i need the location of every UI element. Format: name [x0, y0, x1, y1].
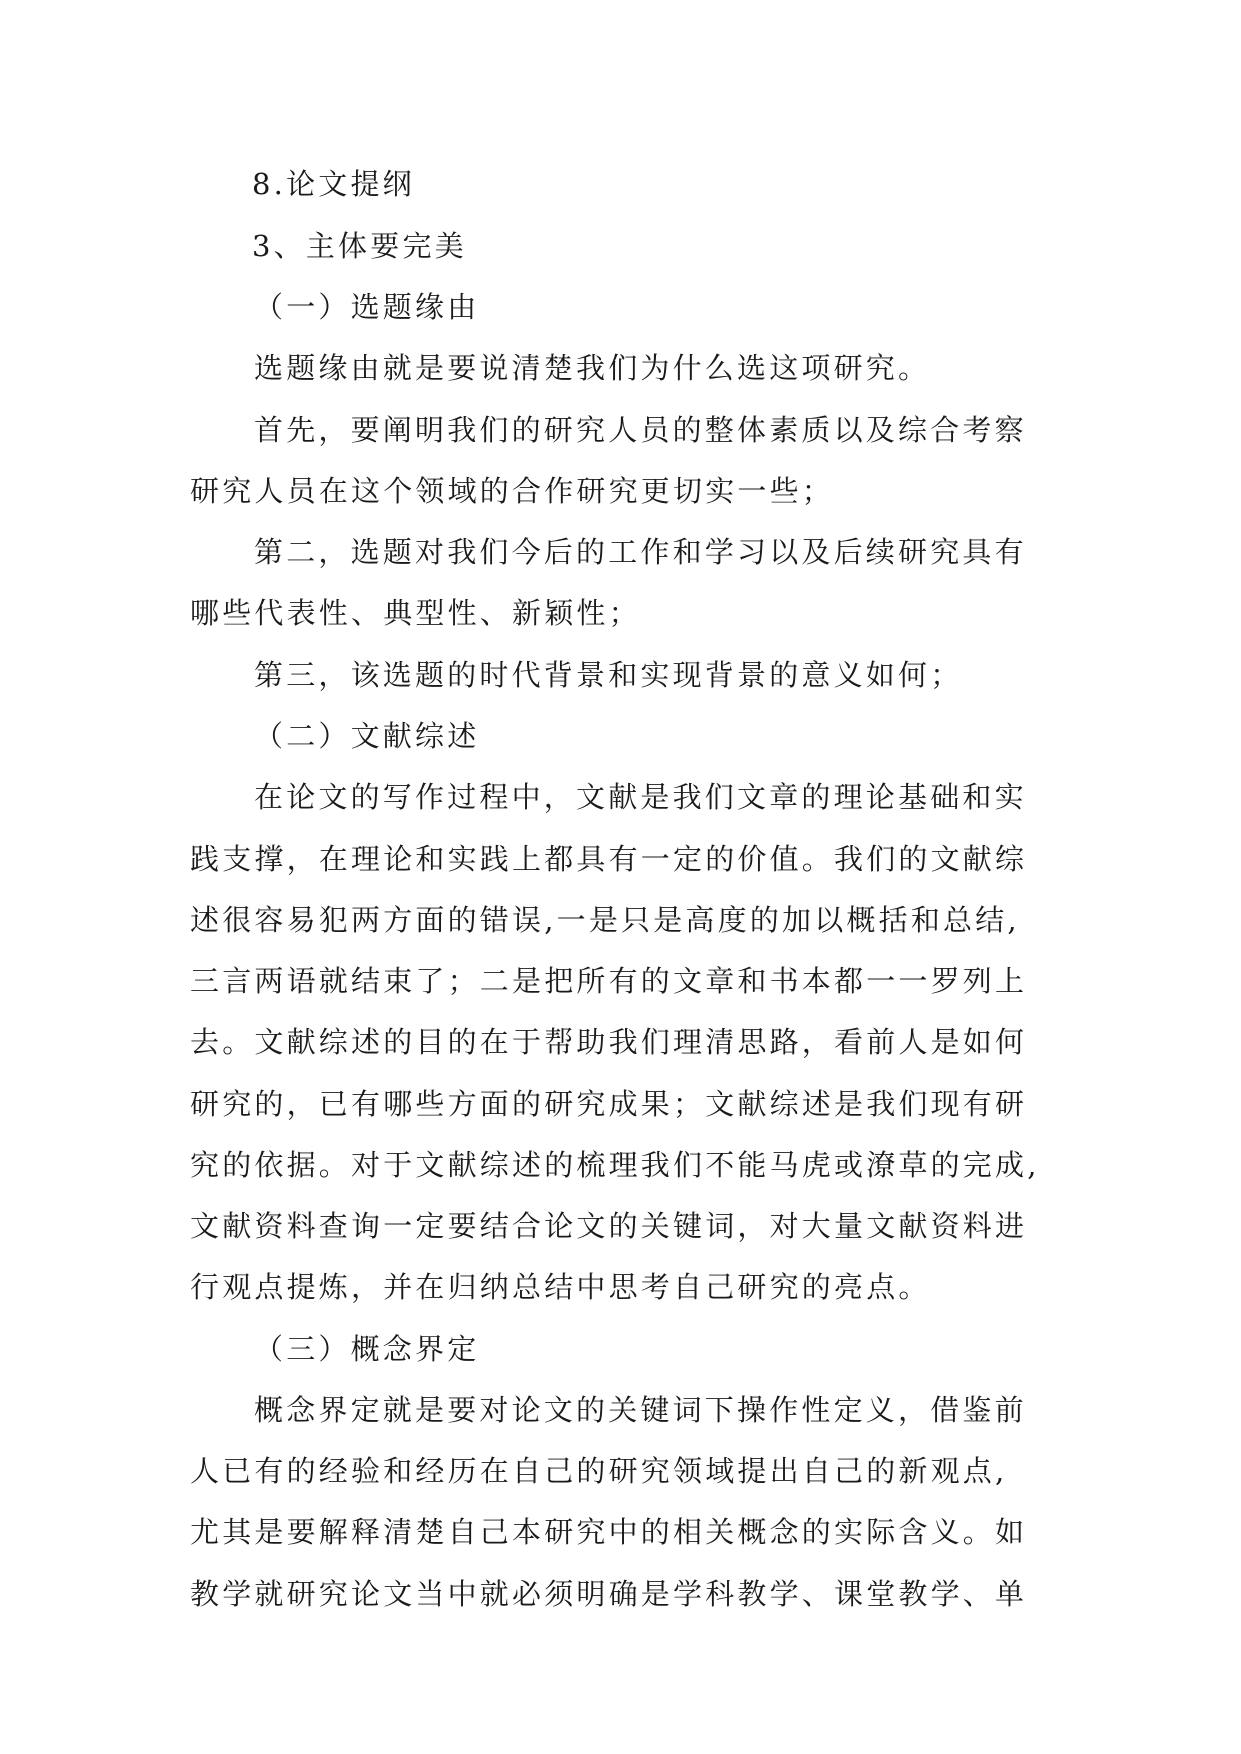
subsection-heading-3: （三）概念界定 — [254, 1332, 480, 1366]
paragraph-line: 第二，选题对我们今后的工作和学习以及后续研究具有 — [254, 535, 1027, 569]
paragraph-line: 哪些代表性、典型性、新颖性； — [190, 596, 641, 630]
paragraph-line: 行观点提炼，并在归纳总结中思考自己研究的亮点。 — [190, 1270, 931, 1304]
paragraph-line: 研究的，已有哪些方面的研究成果；文献综述是我们现有研 — [190, 1087, 1028, 1121]
paragraph-line: 述很容易犯两方面的错误,一是只是高度的加以概括和总结, — [190, 903, 1020, 937]
paragraph-line: 选题缘由就是要说清楚我们为什么选这项研究。 — [254, 351, 931, 385]
subsection-heading-2: （二）文献综述 — [254, 719, 480, 753]
paragraph-line: 人已有的经验和经历在自己的研究领域提出自己的新观点, — [190, 1454, 1008, 1488]
paragraph-line: 首先，要阐明我们的研究人员的整体素质以及综合考察 — [254, 413, 1027, 447]
paragraph-line: 文献资料查询一定要结合论文的关键词，对大量文献资料进 — [190, 1209, 1028, 1243]
paragraph-line: 三言两语就结束了；二是把所有的文章和书本都一一罗列上 — [190, 964, 1028, 998]
paragraph-line: 教学就研究论文当中就必须明确是学科教学、课堂教学、单 — [190, 1577, 1028, 1611]
paragraph-line: 研究人员在这个领域的合作研究更切实一些； — [190, 474, 835, 508]
paragraph-line: 去。文献综述的目的在于帮助我们理清思路，看前人是如何 — [190, 1025, 1028, 1059]
subsection-heading-1: （一）选题缘由 — [254, 290, 480, 324]
paragraph-line: 第三，该选题的时代背景和实现背景的意义如何； — [254, 658, 963, 692]
paragraph-line: 究的依据。对于文献综述的梳理我们不能马虎或潦草的完成, — [190, 1148, 1040, 1182]
paragraph-line: 概念界定就是要对论文的关键词下操作性定义，借鉴前 — [254, 1393, 1027, 1427]
outline-heading: 8.论文提纲 — [252, 167, 415, 201]
paragraph-line: 在论文的写作过程中，文献是我们文章的理论基础和实 — [254, 780, 1027, 814]
section-heading: 3、主体要完美 — [252, 229, 467, 263]
paragraph-line: 尤其是要解释清楚自己本研究中的相关概念的实际含义。如 — [190, 1515, 1028, 1549]
paragraph-line: 践支撑，在理论和实践上都具有一定的价值。我们的文献综 — [190, 842, 1028, 876]
